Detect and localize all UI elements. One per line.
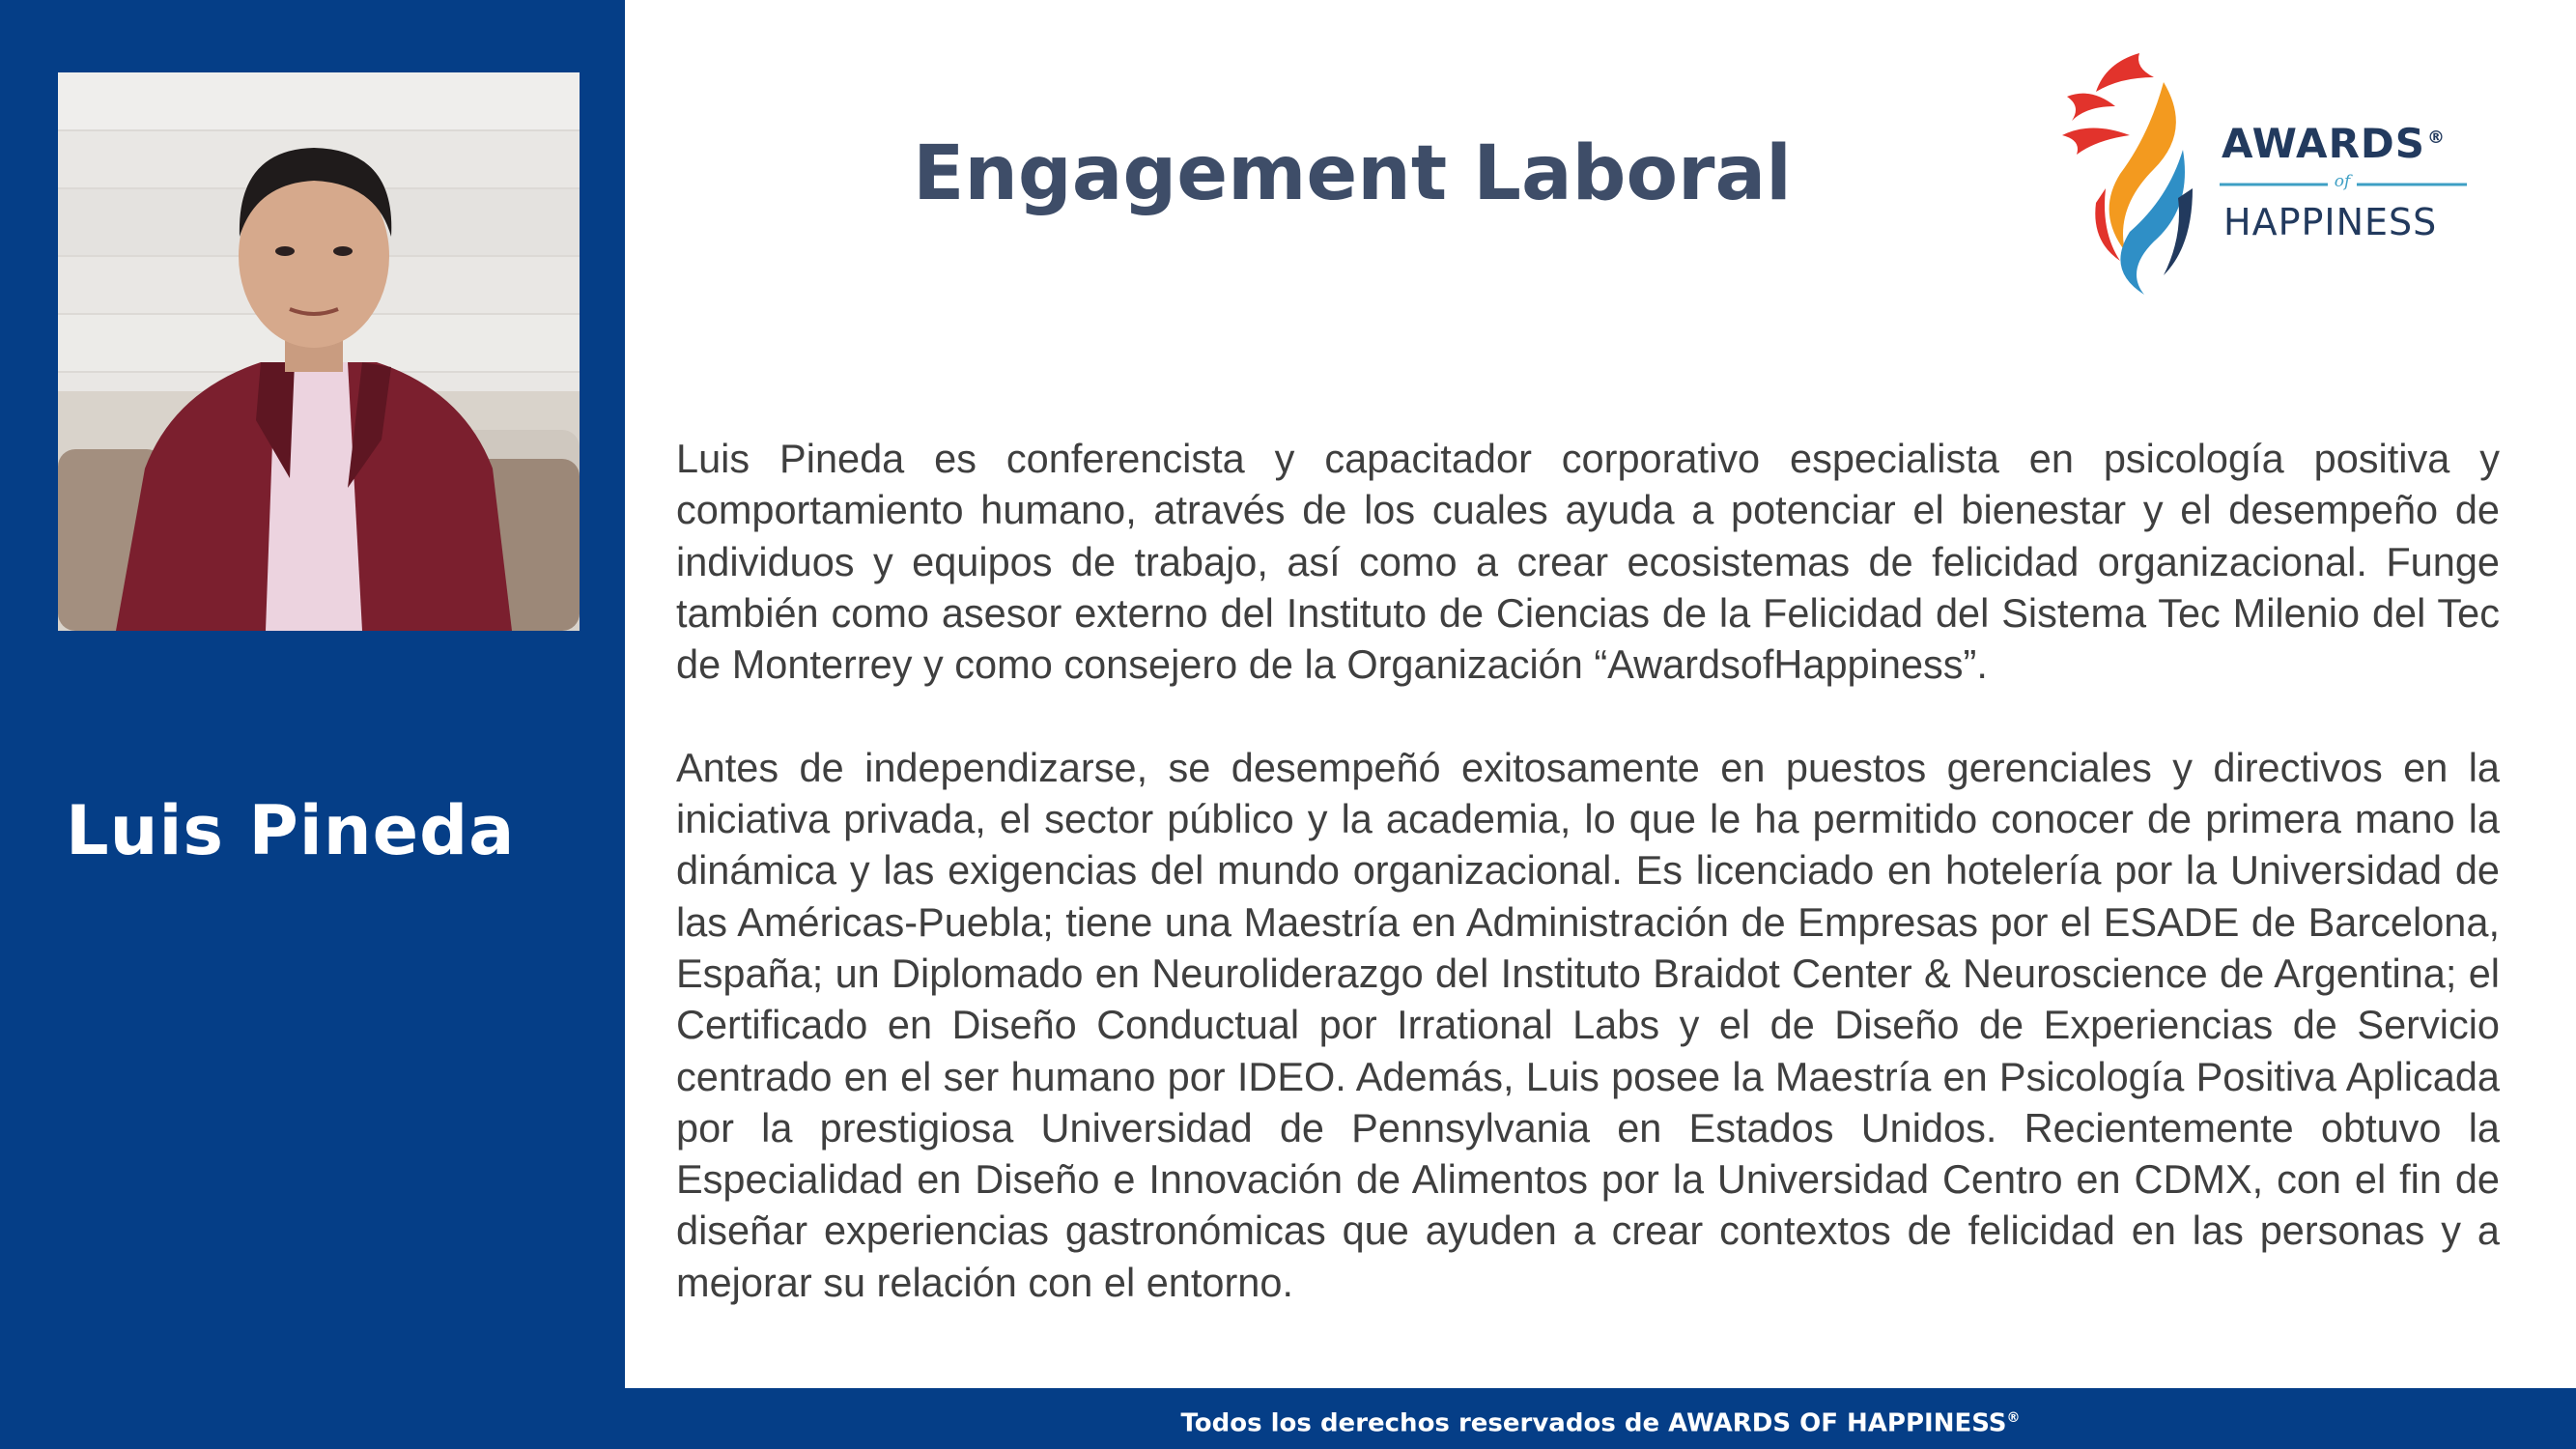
copyright-text: Todos los derechos reservados de AWARDS OF HAPPINESS [1180,1408,2007,1438]
speaker-portrait-image [58,72,580,631]
speaker-name: Luis Pineda [66,791,516,870]
footer-bar [625,1388,2576,1449]
logo-registered-mark: ® [2427,128,2447,148]
logo-happiness-word: HAPPINESS [2223,201,2438,243]
logo-awards-word [2222,113,2446,169]
logo-of-word: of [2328,172,2357,191]
left-sidebar [0,0,625,1449]
page-title: Engagement Laboral [913,130,1792,217]
bio-paragraph-1: Luis Pineda es conferencista y capacitador corporativo especialista en psicología positiva y comportamiento humano, através de los cuales ayuda a potenciar el bienestar y el desempeño de individuos y equipos de trabajo, así como a crear ecosistemas de felicidad organizacional. Funge también como asesor externo del Instituto de Ciencias de la Felicidad del Sistema Tec Milenio del Tec de Monterrey y como consejero de la Organización “AwardsofHappiness”. [676,436,2500,688]
speaker-photo [58,72,580,631]
speaker-biography [676,433,2500,1308]
awards-of-happiness-logo [2048,43,2482,304]
bio-paragraph-2: Antes de independizarse, se desempeñó exitosamente en puestos gerenciales y directivos en la iniciativa privada, el sector público y la academia, lo que le ha permitido conocer de primera mano la dinámica y las exigencias del mundo organizacional. Es licenciado en hotelería por la Universidad de las Américas-Puebla; tiene una Maestría en Administración de Empresas por el ESADE de Barcelona, España; un Diplomado en Neuroliderazgo del Instituto Braidot Center & Neuroscience de Argentina; el Certificado en Diseño Conductual por Irrational Labs y el de Diseño de Experiencias de Servicio centrado en el ser humano por IDEO. Además, Luis posee la Maestría en Psicología Positiva Aplicada por la prestigiosa Universidad de Pennsylvania en Estados Unidos. Recientemente obtuvo la Especialidad en Diseño e Innovación de Alimentos por la Universidad Centro en CDMX, con el fin de diseñar experiencias gastronómicas que ayuden a crear contextos de felicidad en las personas y a mejorar su relación con el entorno. [676,744,2500,1305]
flame-emblem-icon [2048,43,2202,299]
footer-registered-mark: ® [2006,1410,2021,1426]
logo-awards-text: AWARDS [2222,120,2426,167]
copyright-notice [625,1388,2576,1449]
